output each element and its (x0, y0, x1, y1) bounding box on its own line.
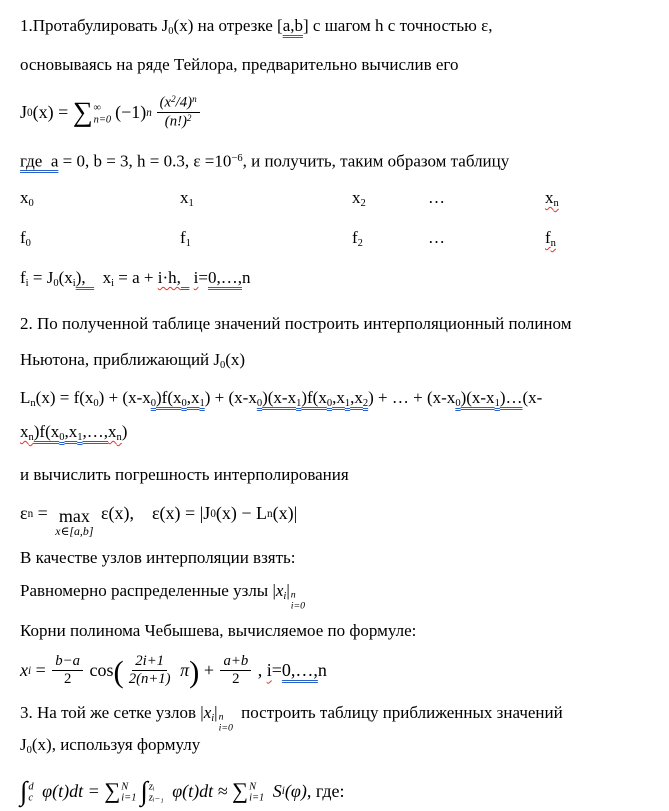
task2-line2: Ньютона, приближающий J0(x) (20, 350, 246, 371)
newton-formula-line2: xn)f(x0,x1,…,xn) (20, 421, 128, 443)
fi-definition-line: fi = J0(xi), xi = a + i·h, i=0,…,n (20, 268, 251, 290)
task3-line2: J0(x), используя формулу (20, 735, 201, 757)
table-row-x (20, 181, 653, 221)
table-cell-x1: x1 (180, 188, 194, 210)
chebyshev-intro-line: Корни полинома Чебышева, вычисляемое по формуле: (20, 620, 417, 640)
newton-polynomial-formula (20, 384, 653, 452)
task1-line2: основываясь на ряде Тейлора, предварительно вычислив его (20, 54, 459, 74)
table-cell-f0: f0 (20, 228, 31, 250)
table-cell-xn: xn (545, 188, 559, 210)
task-item-3 (20, 700, 653, 765)
table-row-f (20, 221, 653, 261)
table-cell-fn: fn (545, 228, 556, 250)
nodes-intro-line: В качестве узлов интерполяции взять: (20, 547, 296, 567)
table-cell-x0: x0 (20, 188, 34, 210)
uniform-nodes-line: Равномерно распределенные узлы |xi| n i=0 (20, 580, 306, 612)
task-item-2 (20, 306, 653, 384)
table-cell-ellipsis: … (428, 188, 445, 208)
bessel-series-formula: J 0 (x) = ∑ ∞ n=0 (−1) n $\frac{(x^2/4)^n}{(n!)^2}$ (20, 90, 653, 136)
quadrature-formula: ∫ d c φ(t)dt = ∑ N i=1 ∫ zᵢ zᵢ₋₁ φ(t)dt ≈ ∑ N i=1 S i (φ) , где: (20, 776, 345, 807)
parameters-line: где a = 0, b = 3, h = 0.3, $\varepsilon =10^{-6}$, и получить, таким образом таблицу (20, 151, 510, 171)
values-table (20, 181, 653, 261)
table-cell-f1: f1 (180, 228, 191, 250)
table-cell-ellipsis: … (428, 228, 445, 248)
task1-line1: 1.Протабулировать J0(x) на отрезке [a,b] с шагом h с точностью ε, (20, 16, 493, 37)
task2-line1: 2. По полученной таблице значений построить интерполяционный полином (20, 314, 572, 334)
newton-formula-line1: Ln(x) = f(x0) + (x-x0)f(x0,x1) + (x-x0)(x-x1)f(x0,x1,x2) + … + (x-x0)(x-x1)…(x- (20, 387, 543, 409)
chebyshev-roots-formula: x i = $\frac{b-a}{2}$ cos ( $\frac{2i+1}{2(n+1)}$ π ) + $\frac{a+b}{2}$ , i = 0,…, n (20, 652, 327, 689)
table-cell-x2: x2 (352, 188, 366, 210)
table-cell-f2: f2 (352, 228, 363, 250)
error-intro-line: и вычислить погрешность интерполирования (20, 464, 349, 484)
task3-line1: 3. На той же сетке узлов |xi| n i=0 построить таблицу приближенных значений (20, 702, 563, 734)
interpolation-error-formula: ε n = max x∈[a,b] ε(x), ε(x) = |J 0 (x) − L n (x)| (20, 503, 298, 539)
task-item-1 (20, 9, 653, 81)
